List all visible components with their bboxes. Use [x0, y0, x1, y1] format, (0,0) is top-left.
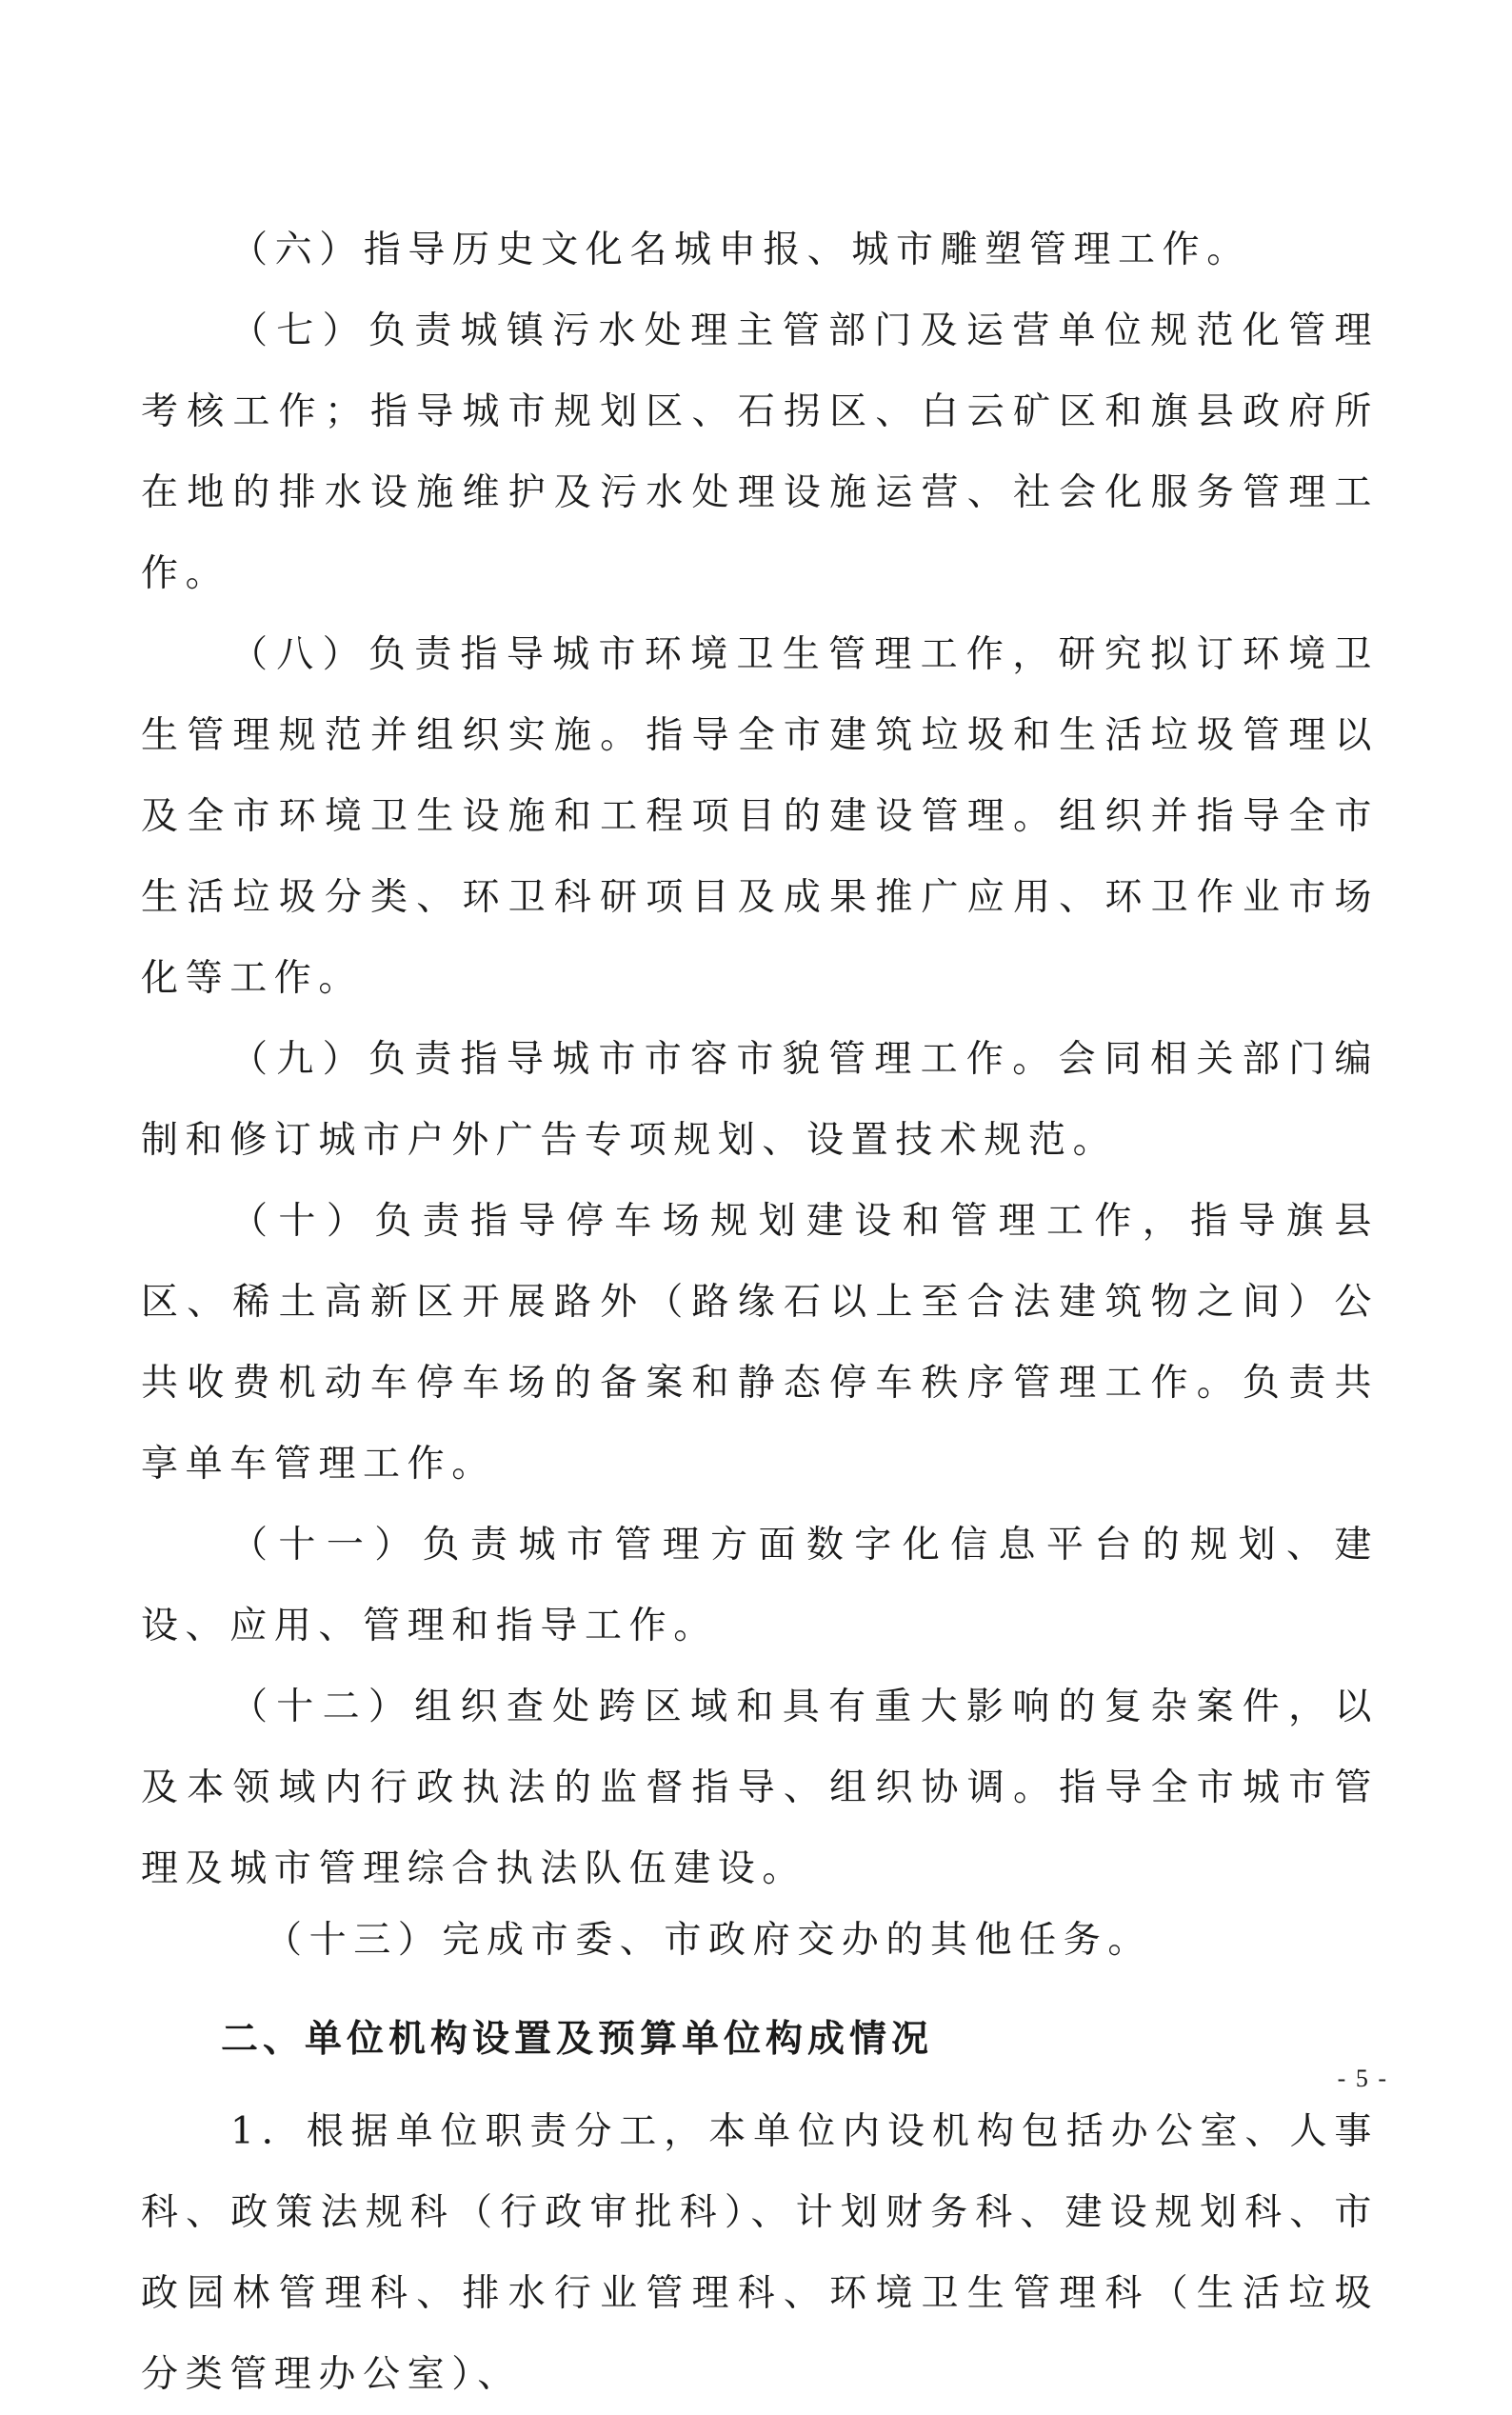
paragraph-numbered-1: 1．根据单位职责分工，本单位内设机构包括办公室、人事科、政策法规科（行政审批科）、计划财务科、建设规划科、市政园林管理科、排水行业管理科、环境卫生管理科（生活垃圾分类管理办公室）、 [141, 2110, 1379, 2396]
paragraph-item-8: （八）负责指导城市环境卫生管理工作，研究拟订环境卫生管理规范并组织实施。指导全市建筑垃圾和生活垃圾管理以及全市环境卫生设施和工程项目的建设管理。组织并指导全市生活垃圾分类、环卫科研项目及成果推广应用、环卫作业市场化等工作。 [141, 633, 1379, 1000]
paragraph-item-9: （九）负责指导城市市容市貌管理工作。会同相关部门编制和修订城市户外广告专项规划、设置技术规范。 [141, 1038, 1379, 1162]
paragraph-item-12: （十二）组织查处跨区域和具有重大影响的复杂案件，以及本领域内行政执法的监督指导、组织协调。指导全市城市管理及城市管理综合执法队伍建设。 [141, 1686, 1379, 1890]
paragraph-item-7: （七）负责城镇污水处理主管部门及运营单位规范化管理考核工作；指导城市规划区、石拐区、白云矿区和旗县政府所在地的排水设施维护及污水处理设施运营、社会化服务管理工作。 [141, 309, 1379, 595]
paragraph-item-6: （六）指导历史文化名城申报、城市雕塑管理工作。 [230, 229, 1251, 271]
paragraph-item-11: （十一）负责城市管理方面数字化信息平台的规划、建设、应用、管理和指导工作。 [141, 1524, 1379, 1647]
section-heading: 二、单位机构设置及预算单位构成情况 [221, 2018, 934, 2061]
document-body [141, 210, 1379, 2415]
page-number: - 5 - [1337, 2065, 1388, 2092]
paragraph-item-10: （十）负责指导停车场规划建设和管理工作，指导旗县区、稀土高新区开展路外（路缘石以上至合法建筑物之间）公共收费机动车停车场的备案和静态停车秩序管理工作。负责共享单车管理工作。 [141, 1200, 1379, 1486]
paragraph-item-13: （十三）完成市委、市政府交办的其他任务。 [265, 1919, 1153, 1962]
